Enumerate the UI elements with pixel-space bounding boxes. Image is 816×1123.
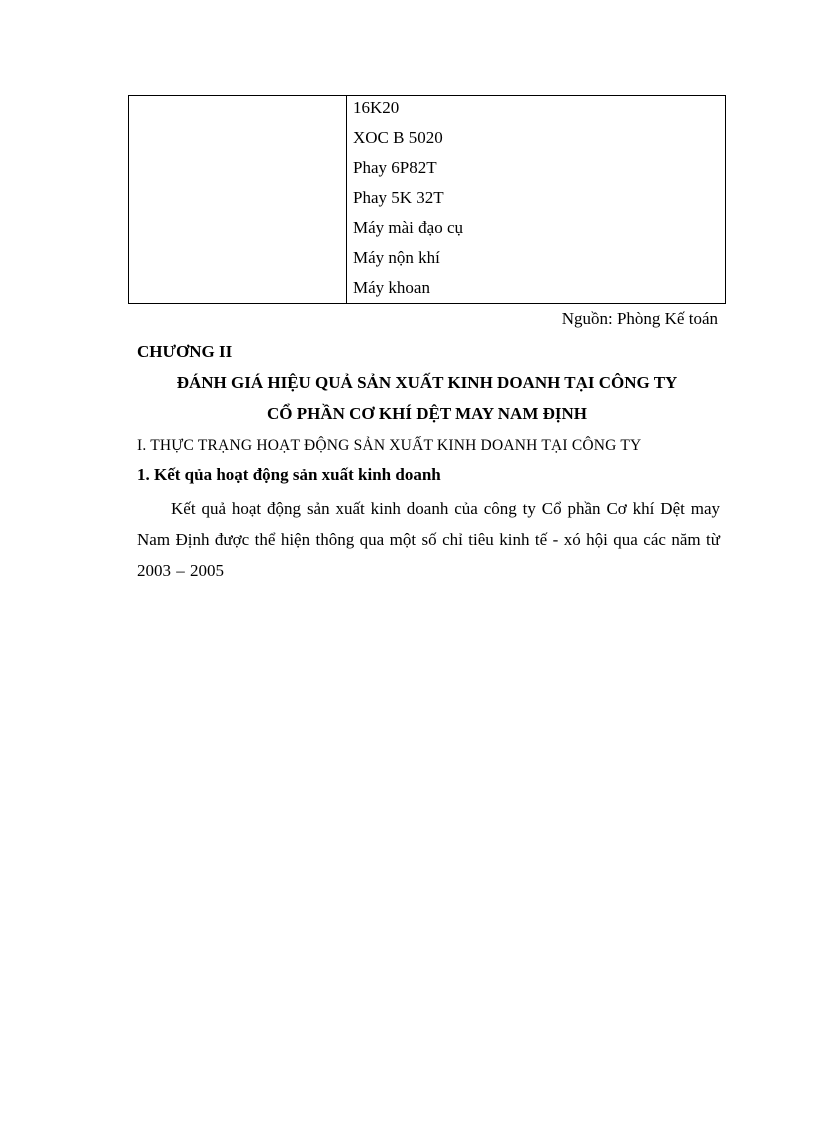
subsection-heading: 1. Kết qủa hoạt động sản xuất kinh doanh	[137, 465, 441, 484]
chapter-label: CHƯƠNG II	[137, 342, 233, 361]
body-paragraph: Kết quả hoạt động sản xuất kinh doanh của công ty Cổ phần Cơ khí Dệt may Nam Định được thể hiện thông qua một số chỉ tiêu kinh tế - xó hội qua các năm từ 2003 – 2005	[137, 499, 720, 580]
chapter-title-line-2: CỔ PHẦN CƠ KHÍ DỆT MAY NAM ĐỊNH	[266, 404, 588, 423]
table-source-note: Nguồn: Phòng Kế toán	[561, 309, 718, 328]
equipment-item: Phay 5K 32T	[353, 188, 444, 207]
chapter-title-line-1: ĐÁNH GIÁ HIỆU QUẢ SẢN XUẤT KINH DOANH TẠI CÔNG TY	[176, 373, 678, 392]
equipment-item: Máy khoan	[353, 278, 430, 297]
equipment-item: Máy mài đạo cụ	[353, 218, 463, 237]
equipment-item: 16K20	[353, 98, 400, 117]
equipment-table	[128, 95, 726, 304]
table-right-cell	[347, 96, 725, 303]
table-left-cell	[129, 96, 347, 303]
equipment-item: XOC B 5020	[353, 128, 443, 147]
equipment-item: Máy nộn khí	[353, 248, 440, 267]
equipment-item: Phay 6P82T	[353, 158, 437, 177]
section-heading: I. THỰC TRẠNG HOẠT ĐỘNG SẢN XUẤT KINH DOANH TẠI CÔNG TY	[137, 437, 642, 454]
